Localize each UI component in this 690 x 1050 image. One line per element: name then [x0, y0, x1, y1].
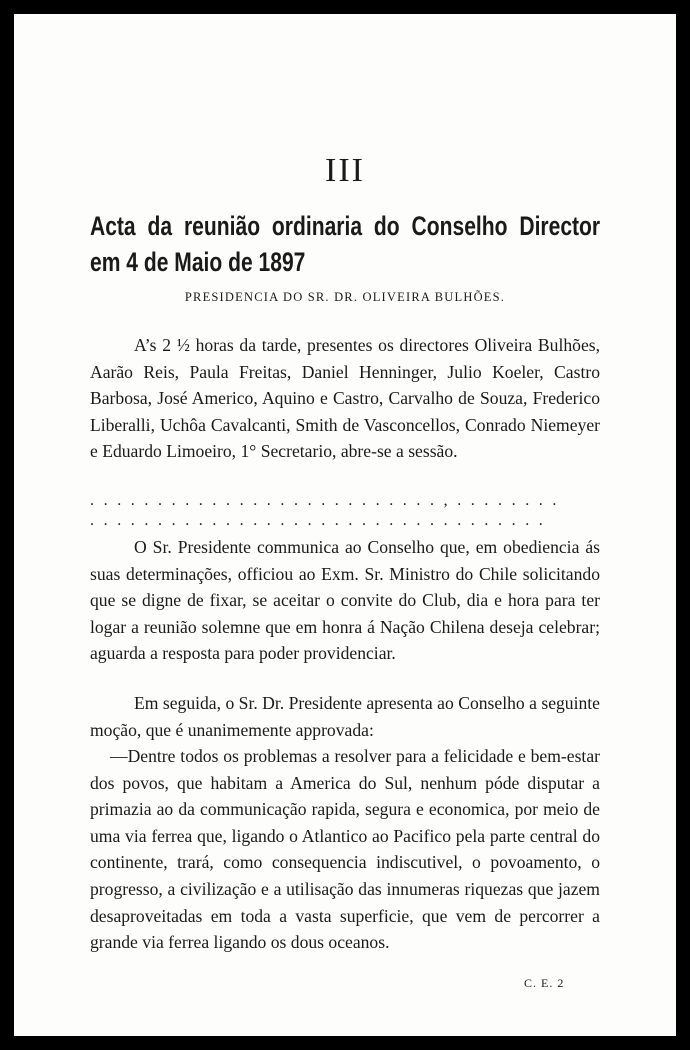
ellipsis-line: ..........................,........ — [90, 492, 566, 509]
signature-mark: C. E. 2 — [524, 976, 565, 990]
presidency-line: PRESIDENCIA DO SR. DR. OLIVEIRA BULHÕES. — [184, 290, 506, 304]
paragraph-motion-text: —Dentre todos os problemas a resolver para a felicidade e bem-estar dos povos, que habitam a America do Sul, nenhum póde disputar a primazia ao da communicação rapida, segura e economica, por meio de uma via ferrea que, ligando o Atlantico ao Pacifico pela parte central do continente, trará, como consequencia indiscutivel, o povoamento, o progresso, a civilização e a utilisação das innumeras riquezas que jazem desaproveitadas em toda a vasta superficie, que vem de percorrer a grande via ferrea ligando os dous oceanos. — [90, 746, 600, 953]
ellipsis-line: .................................. — [90, 512, 553, 529]
document-page — [14, 14, 676, 1036]
paragraph-attendance: A’s 2 ½ horas da tarde, presentes os directores Oliveira Bulhões, Aarão Reis, Paula Freitas, Daniel Henninger, Julio Koeler, Castro Barbosa, José Americo, Aquino e Castro, Carvalho de Souza, Frederico Liberalli, Uchôa Cavalcanti, Smith de Vasconcellos, Conrado Niemeyer e Eduardo Limoeiro, 1° Secretario, abre-se a sessão. — [90, 335, 600, 462]
paragraph-communication: O Sr. Presidente communica ao Conselho que, em obediencia ás suas determinações, officiou ao Exm. Sr. Ministro do Chile solicitando que se digne de fixar, se aceitar o convite do Club, dia e hora para ter logar a reunião solemne que em honra á Nação Chilena deseja celebrar; aguarda a resposta para poder providenciar. — [90, 537, 600, 664]
document-title: Acta da reunião ordinaria do Conselho Director em 4 de Maio de 1897 — [90, 211, 601, 277]
chapter-number: III — [325, 152, 365, 189]
paragraph-motion-intro: Em seguida, o Sr. Dr. Presidente apresenta ao Conselho a seguinte moção, que é unanimemente approvada: — [90, 693, 600, 740]
